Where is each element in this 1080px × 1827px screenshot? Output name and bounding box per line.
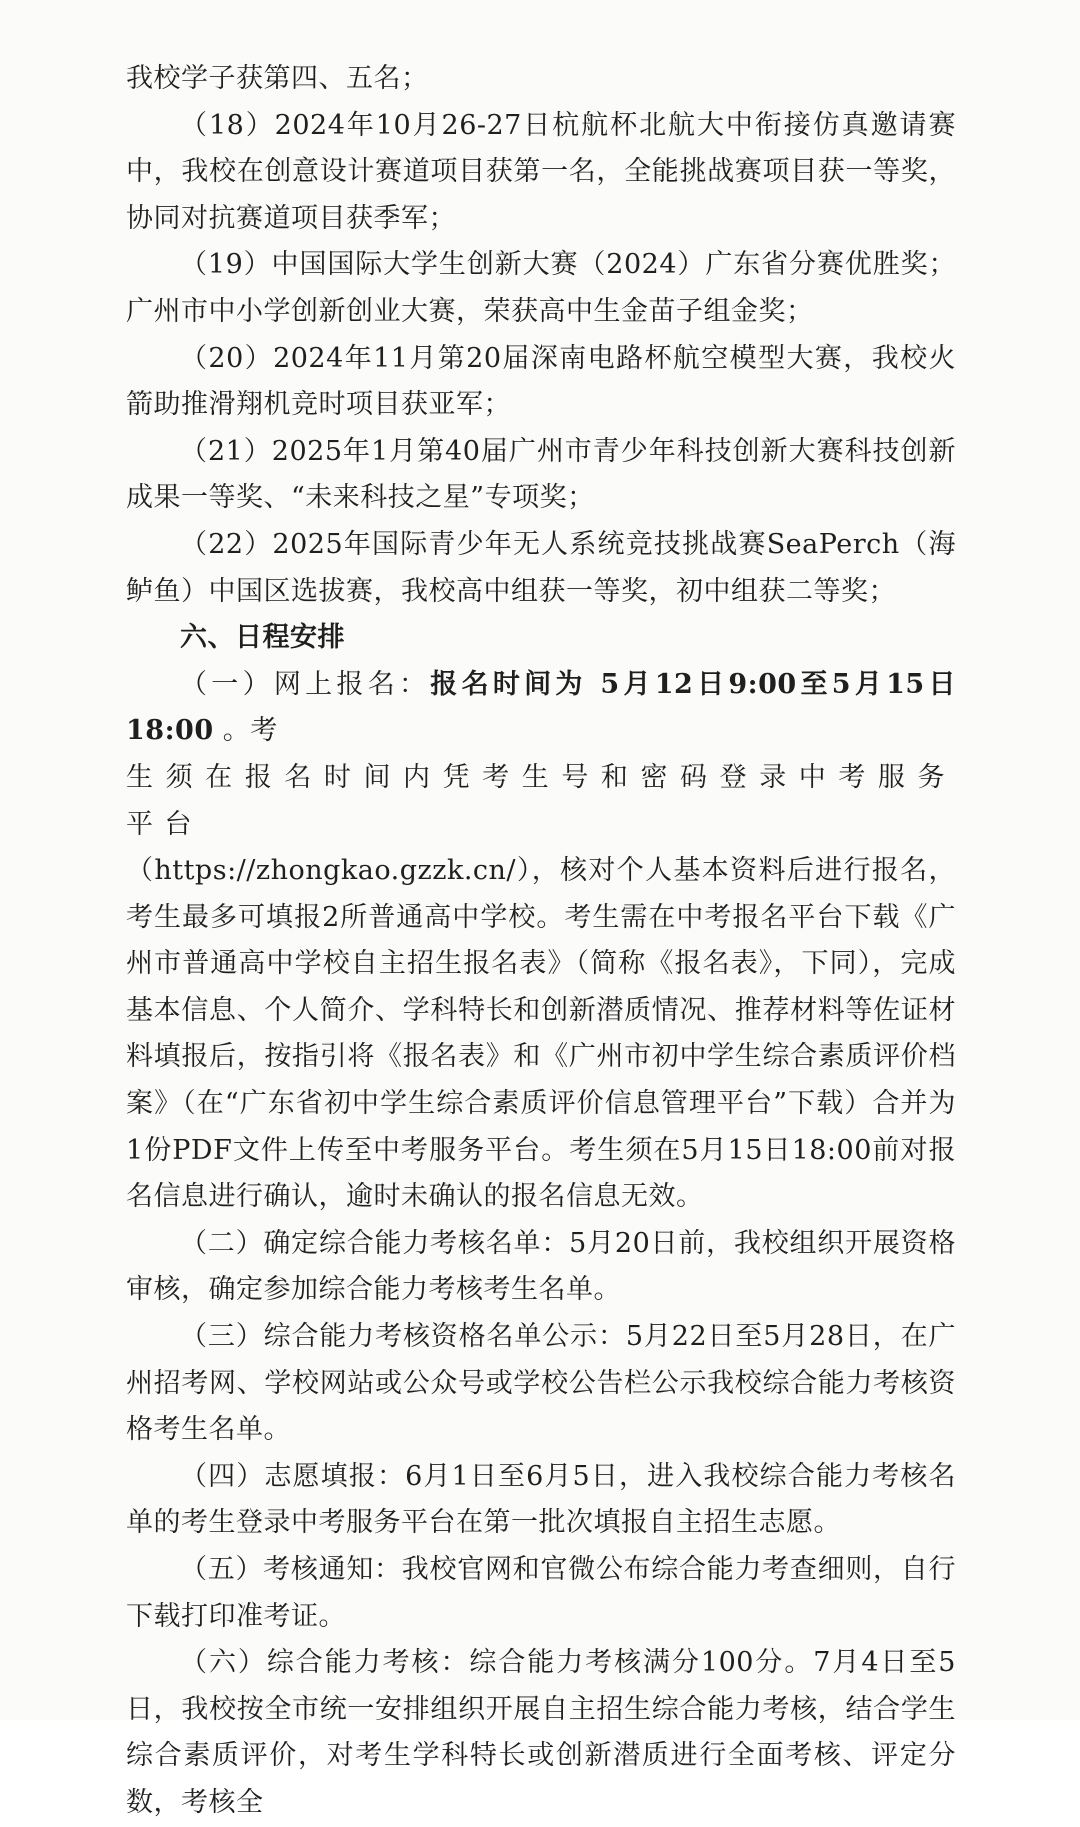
section-heading-schedule: 六、日程安排 <box>180 622 345 654</box>
schedule-item-2: （二）确定综合能力考核名单：5月20日前，我校组织开展资格审核，确定参加综合能力考核考生名单。 <box>126 1227 956 1306</box>
achievement-item-22: （22）2025年国际青少年无人系统竞技挑战赛SeaPerch（海鲈鱼）中国区选拔赛，我校高中组获一等奖，初中组获二等奖； <box>126 528 956 607</box>
achievement-item-18: （18）2024年10月26-27日杭航杯北航大中衔接仿真邀请赛中，我校在创意设计赛道项目获第一名，全能挑战赛项目获一等奖，协同对抗赛道项目获季军； <box>126 109 956 234</box>
continued-paragraph: 我校学子获第四、五名； <box>126 63 429 94</box>
schedule-item-1-line2: 生须在报名时间内凭考生号和密码登录中考服务平台 <box>126 761 956 840</box>
schedule-item-4: （四）志愿填报：6月1日至6月5日，进入我校综合能力考核名单的考生登录中考服务平台在第一批次填报自主招生志愿。 <box>126 1460 956 1539</box>
achievement-item-21: （21）2025年1月第40届广州市青少年科技创新大赛科技创新成果一等奖、“未来科技之星”专项奖； <box>126 435 956 514</box>
schedule-item-6: （六）综合能力考核：综合能力考核满分100分。7月4日至5日，我校按全市统一安排组织开展自主招生综合能力考核，结合学生综合素质评价，对考生学科特长或创新潜质进行全面考核、评定分数，考核全 <box>126 1647 956 1818</box>
registration-time: 报名时间为 5月12日9:00至5月15日18:00 <box>126 668 956 747</box>
achievement-item-20: （20）2024年11月第20届深南电路杯航空模型大赛，我校火箭助推滑翔机竞时项目获亚军； <box>126 342 956 421</box>
schedule-item-1-rest: （https://zhongkao.gzzk.cn/），核对个人基本资料后进行报名，考生最多可填报2所普通高中学校。考生需在中考报名平台下载《广州市普通高中学校自主招生报名表》（简称《报名表》，下同），完成基本信息、个人简介、学科特长和创新潜质情况、推荐材料等佐证材料填报后，按指引将《报名表》和《广州市初中学生综合素质评价档案》（在“广东省初中学生综合素质评价信息管理平台”下载）合并为1份PDF文件上传至中考服务平台。考生须在5月15日18:00前对报名信息进行确认，逾时未确认的报名信息无效。 <box>126 855 956 1213</box>
schedule-item-5: （五）考核通知：我校官网和官微公布综合能力考查细则，自行下载打印准考证。 <box>126 1554 956 1632</box>
schedule-item-1-after: 。考 <box>213 715 278 747</box>
achievement-item-19: （19）中国国际大学生创新大赛（2024）广东省分赛优胜奖；广州市中小学创新创业大赛，荣获高中生金苗子组金奖； <box>126 249 956 327</box>
schedule-item-1 <box>126 662 956 1221</box>
document-body <box>126 56 956 1827</box>
schedule-item-3: （三）综合能力考核资格名单公示：5月22日至5月28日，在广州招考网、学校网站或公众号或学校公告栏公示我校综合能力考核资格考生名单。 <box>126 1321 956 1446</box>
schedule-item-1-prefix: （一）网上报名： <box>180 668 431 700</box>
